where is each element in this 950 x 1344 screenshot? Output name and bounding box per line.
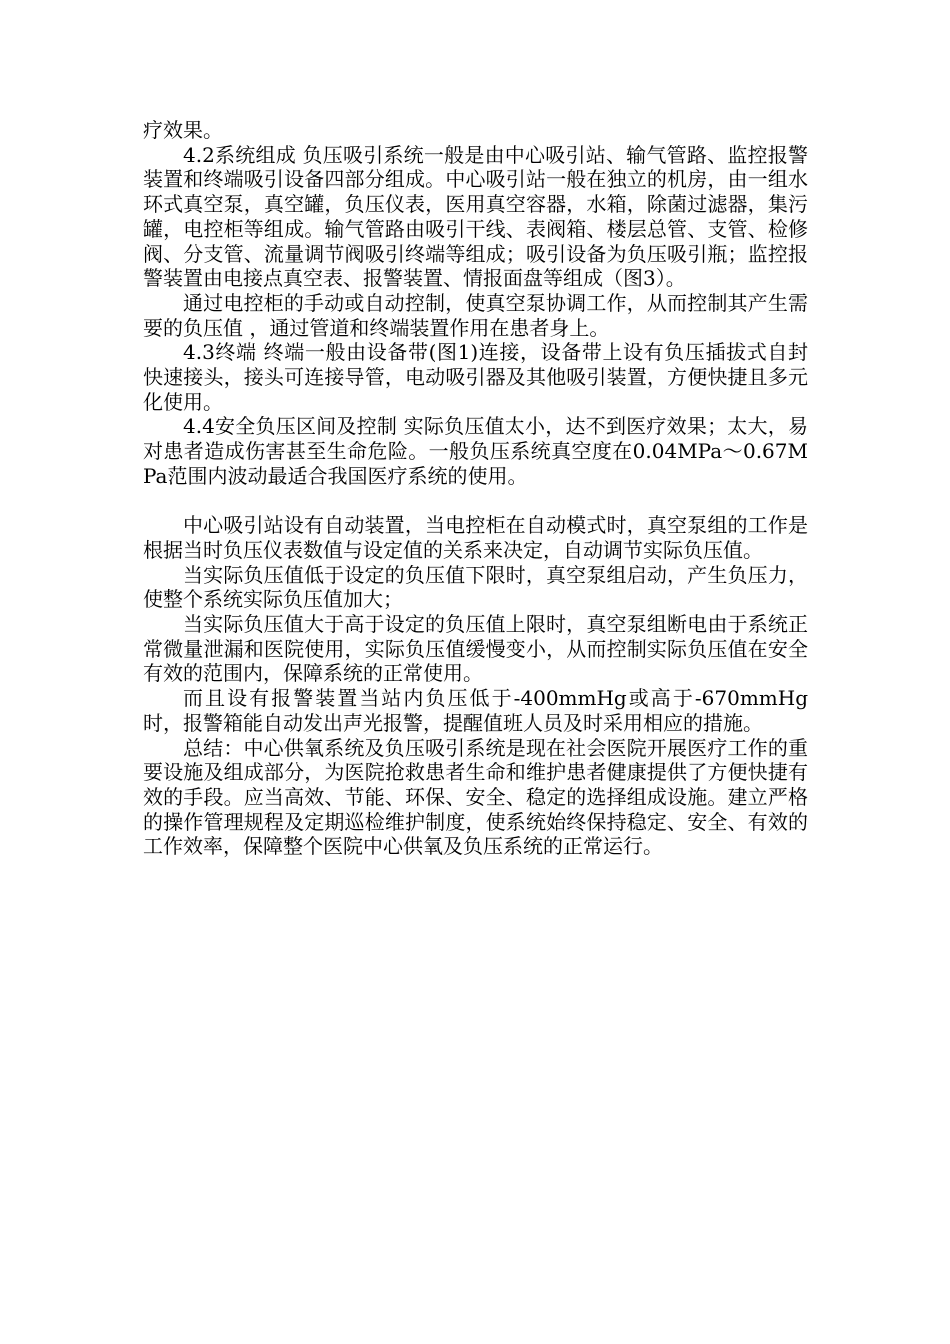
- paragraph-lower-limit: 当实际负压值低于设定的负压值下限时，真空泵组启动，产生负压力，使整个系统实际负压值加大；: [143, 562, 808, 612]
- paragraph-gap: [143, 489, 808, 514]
- paragraph-control: 通过电控柜的手动或自动控制，使真空泵协调工作，从而控制其产生需要的负压值 ，通过管道和终端装置作用在患者身上。: [143, 290, 808, 340]
- document-body: [143, 118, 808, 859]
- paragraph-safe-range: 4.4安全负压区间及控制 实际负压值太小，达不到医疗效果；太大，易对患者造成伤害甚至生命危险。一般负压系统真空度在0.04MPa～0.67MPa范围内波动最适合我国医疗系统的使用。: [143, 414, 808, 488]
- paragraph-auto-device: 中心吸引站设有自动装置，当电控柜在自动模式时，真空泵组的工作是根据当时负压仪表数值与设定值的关系来决定，自动调节实际负压值。: [143, 513, 808, 562]
- paragraph-alarm: 而且设有报警装置当站内负压低于-400mmHg或高于-670mmHg时，报警箱能自动发出声光报警，提醒值班人员及时采用相应的措施。: [143, 686, 808, 735]
- paragraph-system-composition: 4.2系统组成 负压吸引系统一般是由中心吸引站、输气管路、监控报警装置和终端吸引设备四部分组成。中心吸引站一般在独立的机房，由一组水环式真空泵，真空罐，负压仪表，医用真空容器，水箱，除菌过滤器，集污罐，电控柜等组成。输气管路由吸引干线、表阀箱、楼层总管、支管、检修阀、分支管、流量调节阀吸引终端等组成；吸引设备为负压吸引瓶；监控报警装置由电接点真空表、报警装置、情报面盘等组成（图3）。: [143, 142, 808, 291]
- paragraph-continuation: 疗效果。: [143, 118, 223, 142]
- paragraph-upper-limit: 当实际负压值大于高于设定的负压值上限时，真空泵组断电由于系统正常微量泄漏和医院使用，实际负压值缓慢变小，从而控制实际负压值在安全有效的范围内，保障系统的正常使用。: [143, 612, 808, 686]
- paragraph-terminal: 4.3终端 终端一般由设备带(图1)连接，设备带上设有负压插拔式自封快速接头，接头可连接导管，电动吸引器及其他吸引装置，方便快捷且多元化使用。: [143, 340, 808, 414]
- paragraph-summary: 总结：中心供氧系统及负压吸引系统是现在社会医院开展医疗工作的重要设施及组成部分，为医院抢救患者生命和维护患者健康提供了方便快捷有效的手段。应当高效、节能、环保、安全、稳定的选择组成设施。建立严格的操作管理规程及定期巡检维护制度，使系统始终保持稳定、安全、有效的工作效率，保障整个医院中心供氧及负压系统的正常运行。: [143, 735, 808, 859]
